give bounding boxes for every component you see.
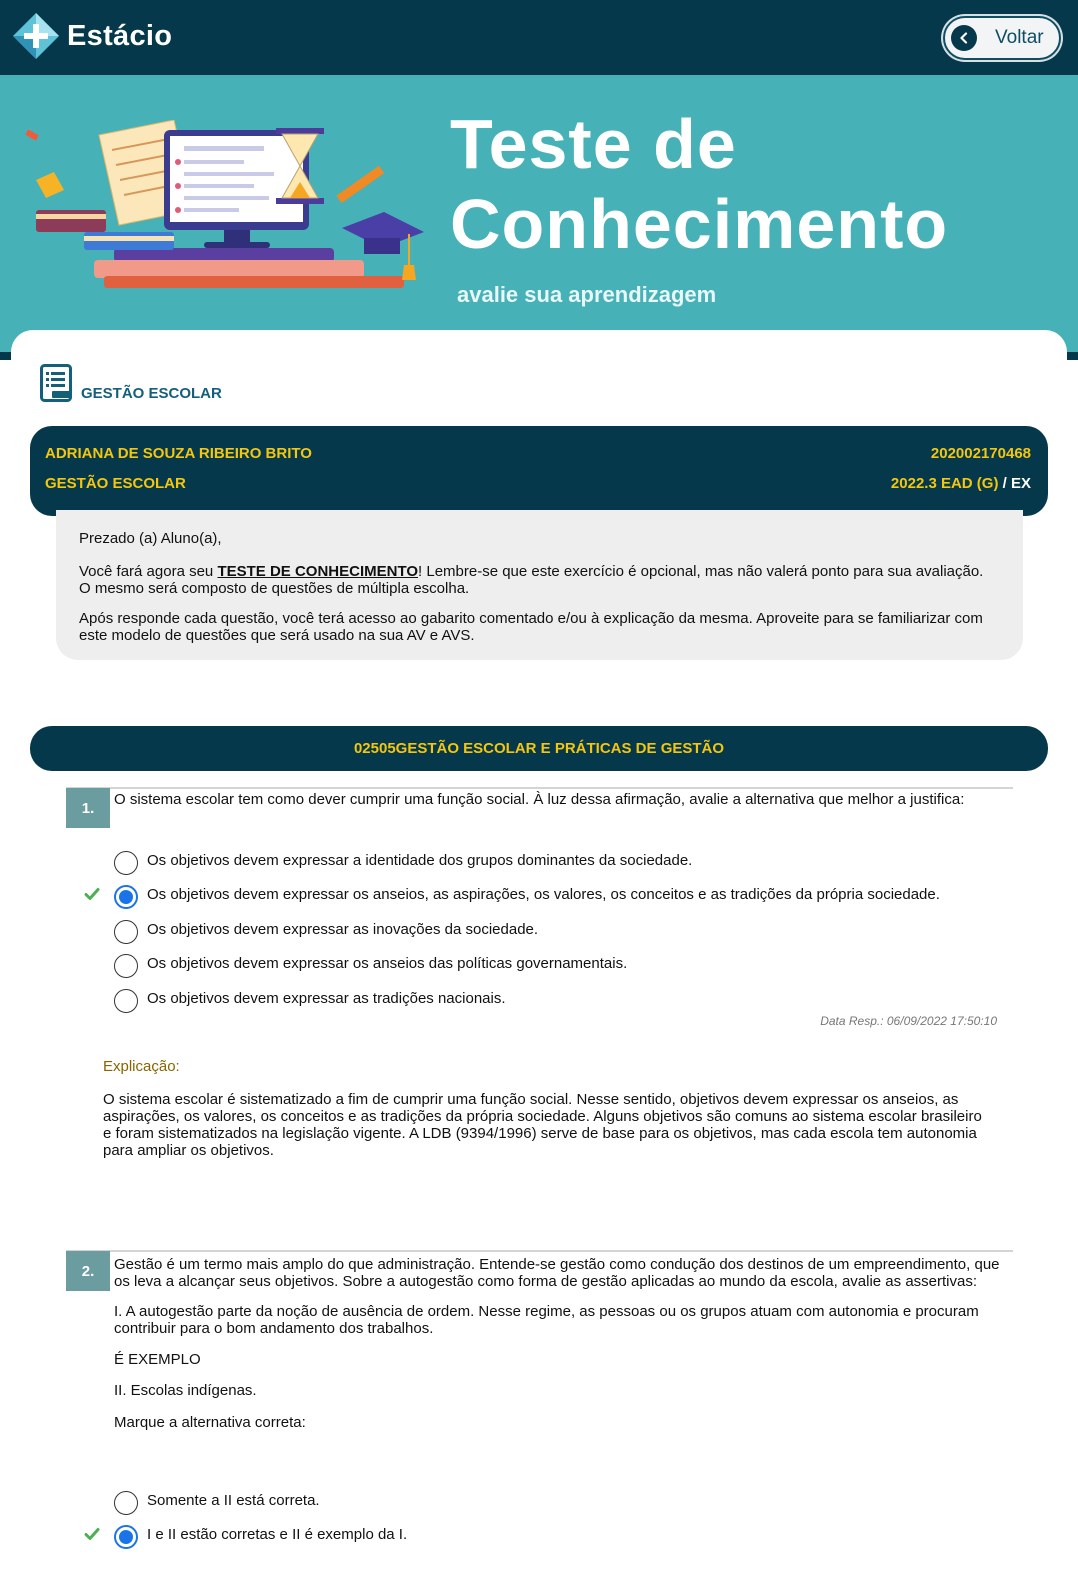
question-2-assertion-2: II. Escolas indígenas.	[114, 1382, 257, 1399]
estacio-logo-icon	[12, 12, 60, 60]
question-1-divider	[66, 787, 1013, 789]
student-id: 202002170468	[930, 445, 1031, 462]
radio-button-selected[interactable]	[114, 885, 138, 909]
period: 2022.3 EAD (G)	[890, 475, 999, 492]
intro-p1-bold: TESTE DE CONHECIMENTO	[217, 563, 419, 580]
back-button-label: Voltar	[995, 27, 1044, 48]
estacio-logo[interactable]	[12, 12, 172, 60]
explanation-text: O sistema escolar é sistematizado a fim de cumprir uma função social. Nesse sentido, objetivos devem expressar os anseios, as aspirações, os valores, os conceitos e as tradições da própria sociedade. Alguns objetivos são comuns ao sistema escolar brasileiro e foram sistematizados na legislação vigente. A LDB (9394/1996) serve de base para os objetivos, mas cada escola tem autonomia para ampliar os objetivos.	[103, 1091, 982, 1159]
radio-button[interactable]	[114, 1491, 138, 1515]
question-2-option-a[interactable]	[114, 1491, 320, 1515]
intro-paragraph-1	[79, 563, 994, 597]
option-label: Os objetivos devem expressar os anseios, as aspirações, os valores, os conceitos e as tradições da própria sociedade.	[147, 885, 940, 903]
question-1-text: O sistema escolar tem como dever cumprir uma função social. À luz dessa afirmação, avalie a alternativa que melhor a justifica:	[114, 791, 965, 808]
intro-greeting: Prezado (a) Aluno(a),	[79, 530, 222, 547]
question-1-option-d[interactable]	[114, 954, 627, 978]
question-2-divider	[66, 1250, 1013, 1252]
option-label: Os objetivos devem expressar os anseios das políticas governamentais.	[147, 954, 628, 972]
question-2-text: Gestão é um termo mais amplo do que administração. Entende-se gestão como condução dos destinos de um empreendimento, que os leva a alcançar seus objetivos. Sobre a autogestão como forma de gestão aplicadas ao mundo da escola, avalie as assertivas:	[114, 1256, 1000, 1290]
option-label: Os objetivos devem expressar as tradições nacionais.	[147, 989, 506, 1007]
student-name: ADRIANA DE SOUZA RIBEIRO BRITO	[45, 445, 312, 462]
period-info	[891, 475, 1031, 492]
radio-button[interactable]	[114, 920, 138, 944]
option-label: Somente a II está correta.	[147, 1491, 320, 1509]
course-name: GESTÃO ESCOLAR	[81, 385, 222, 402]
section-title-bar	[30, 726, 1048, 771]
top-bar	[0, 0, 1078, 75]
question-1-option-b[interactable]	[114, 885, 940, 909]
intro-p1-before: Você fará agora seu	[79, 563, 218, 580]
question-2-assertion-1: I. A autogestão parte da noção de ausência de ordem. Nesse regime, as pessoas ou os grupos atuam com autonomia e procuram contribuir para o bom andamento dos trabalhos.	[114, 1303, 979, 1337]
question-2-prompt: Marque a alternativa correta:	[114, 1414, 306, 1431]
page-title-line-1: Teste de	[450, 105, 737, 183]
question-1-option-c[interactable]	[114, 920, 538, 944]
period-separator: /	[998, 475, 1011, 492]
question-1-number: 1.	[66, 788, 110, 828]
question-1-option-a[interactable]	[114, 851, 692, 875]
intro-box	[56, 510, 1023, 660]
study-illustration	[24, 120, 429, 300]
exam-type: EX	[1010, 475, 1031, 492]
discipline-name: GESTÃO ESCOLAR	[45, 475, 186, 492]
option-label: Os objetivos devem expressar as inovações da sociedade.	[147, 920, 539, 938]
option-label: Os objetivos devem expressar a identidade dos grupos dominantes da sociedade.	[147, 851, 693, 869]
intro-paragraph-2: Após responde cada questão, você terá acesso ao gabarito comentado e/ou à explicação da mesma. Aproveite para se familiarizar com este modelo de questões que será usado na sua AV e AVS.	[79, 610, 983, 644]
page-title-line-2: Conhecimento	[450, 185, 949, 263]
radio-button-selected[interactable]	[114, 1525, 138, 1549]
chevron-left-icon	[951, 25, 977, 51]
student-info-bar	[30, 426, 1048, 516]
back-button[interactable]	[943, 16, 1061, 60]
document-list-icon	[40, 364, 72, 402]
explanation-title: Explicação:	[103, 1058, 180, 1075]
question-1-option-e[interactable]	[114, 989, 506, 1013]
correct-check-icon	[84, 1527, 100, 1541]
response-date: Data Resp.: 06/09/2022 17:50:10	[820, 1014, 997, 1028]
radio-button[interactable]	[114, 851, 138, 875]
course-header	[40, 363, 222, 402]
question-2-option-b[interactable]	[114, 1525, 407, 1549]
intro-p1-after: ! Lembre-se que este exercício é opcional, mas não valerá ponto para sua avaliação. O mesmo será composto de questões de múltipla escolha.	[79, 563, 984, 597]
section-title: 02505GESTÃO ESCOLAR E PRÁTICAS DE GESTÃO	[353, 740, 725, 757]
radio-button[interactable]	[114, 954, 138, 978]
correct-check-icon	[84, 887, 100, 901]
page-subtitle: avalie sua aprendizagem	[457, 282, 717, 307]
option-label: I e II estão corretas e II é exemplo da I.	[147, 1525, 408, 1543]
radio-button[interactable]	[114, 989, 138, 1013]
page-title	[450, 104, 948, 264]
brand-name: Estácio	[67, 19, 173, 52]
question-2-example-label: É EXEMPLO	[114, 1351, 201, 1368]
question-2-number: 2.	[66, 1251, 110, 1291]
